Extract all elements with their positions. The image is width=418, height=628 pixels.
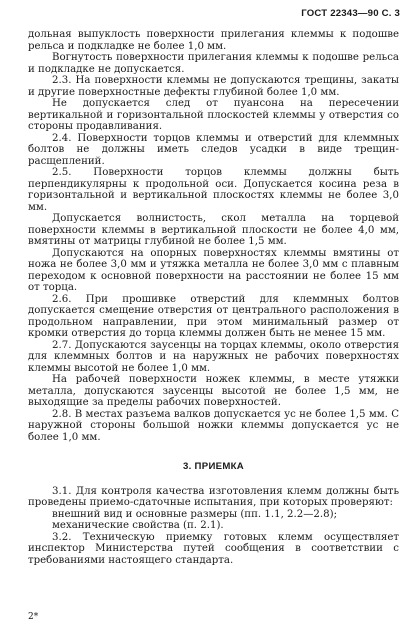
paragraph: внешний вид и основные размеры (пп. 1.1, 2.2—2.8); [52, 508, 338, 520]
document-body [28, 29, 399, 566]
paragraph: дольная выпуклость поверхности прилегания клеммы к подошве рельса и подкладке не более 1,0 мм. [28, 29, 399, 52]
paragraph: механические свойства (п. 2.1). [52, 520, 224, 531]
paragraph: 2.6. При прошивке отверстий для клеммных болтов допускается смещение отверстия от центрального расположения в продольном направлении, при этом минимальный размер от кромки отверстия до торца клеммы должен быть не менее 15 мм. [28, 293, 399, 339]
paragraph: 3.2. Техническую приемку готовых клемм осуществляет инспектор Министерства путей сообщения в соответствии с требованиями настоящего стандарта. [28, 531, 399, 566]
paragraph: 2.8. В местах разъема валков допускается ус не более 1,5 мм. С наружной стороны большой ножки клеммы допускается ус не более 1,0 мм. [28, 408, 399, 443]
paragraph: Допускаются на опорных поверхностях клеммы вмятины от ножа не более 3,0 мм и утяжка металла не более 3,0 мм с плавным переходом к основной поверхности на расстоянии не более 15 мм от торца. [28, 247, 399, 293]
paragraph: Не допускается след от пуансона на пересечении вертикальной и горизонтальной плоскостей клеммы у отверстия со стороны продавливания. [28, 98, 399, 132]
paragraph: Допускается волнистость, скол металла на торцевой поверхности клеммы в вертикальной плоскости не более 4,0 мм, вмятины от матрицы глубиной не более 1,5 мм. [28, 213, 399, 247]
paragraph: 2.5. Поверхности торцов клеммы должны быть перпендикулярны к продольной оси. Допускается косина реза в горизонтальной и вертикальной плоскостях клеммы не более 3,0 мм. [28, 167, 399, 213]
paragraph: 3.1. Для контроля качества изготовления клемм должны быть проведены приемо-сдаточные испытания, при которых проверяют: [28, 485, 399, 508]
paragraph: На рабочей поверхности ножек клеммы, в месте утяжки металла, допускаются заусенцы высотой не более 1,5 мм, не выходящие за пределы рабочих поверхностей. [28, 374, 399, 408]
section-title: 3. ПРИЕМКА [182, 461, 245, 472]
paragraphs-before [28, 29, 399, 443]
paragraph: 2.7. Допускаются заусенцы на торцах клеммы, около отверстия для клеммных болтов и на наружных не рабочих поверхностях клеммы высотой не более 1,0 мм. [28, 339, 399, 374]
page-footer-mark: 2* [28, 612, 39, 622]
paragraph: 2.3. На поверхности клеммы не допускаются трещины, закаты и другие поверхностные дефекты глубиной более 1,0 мм. [28, 75, 399, 98]
paragraphs-after [28, 486, 399, 567]
paragraph: 2.4. Поверхности торцов клеммы и отверстий для клеммных болтов не должны иметь следов усадки в виде трещин-расщеплений. [28, 132, 399, 167]
paragraph: Вогнутость поверхности прилегания клеммы к подошве рельса и подкладке не допускается. [28, 52, 399, 75]
page-header: ГОСТ 22343—90 С. 3 [301, 8, 400, 19]
